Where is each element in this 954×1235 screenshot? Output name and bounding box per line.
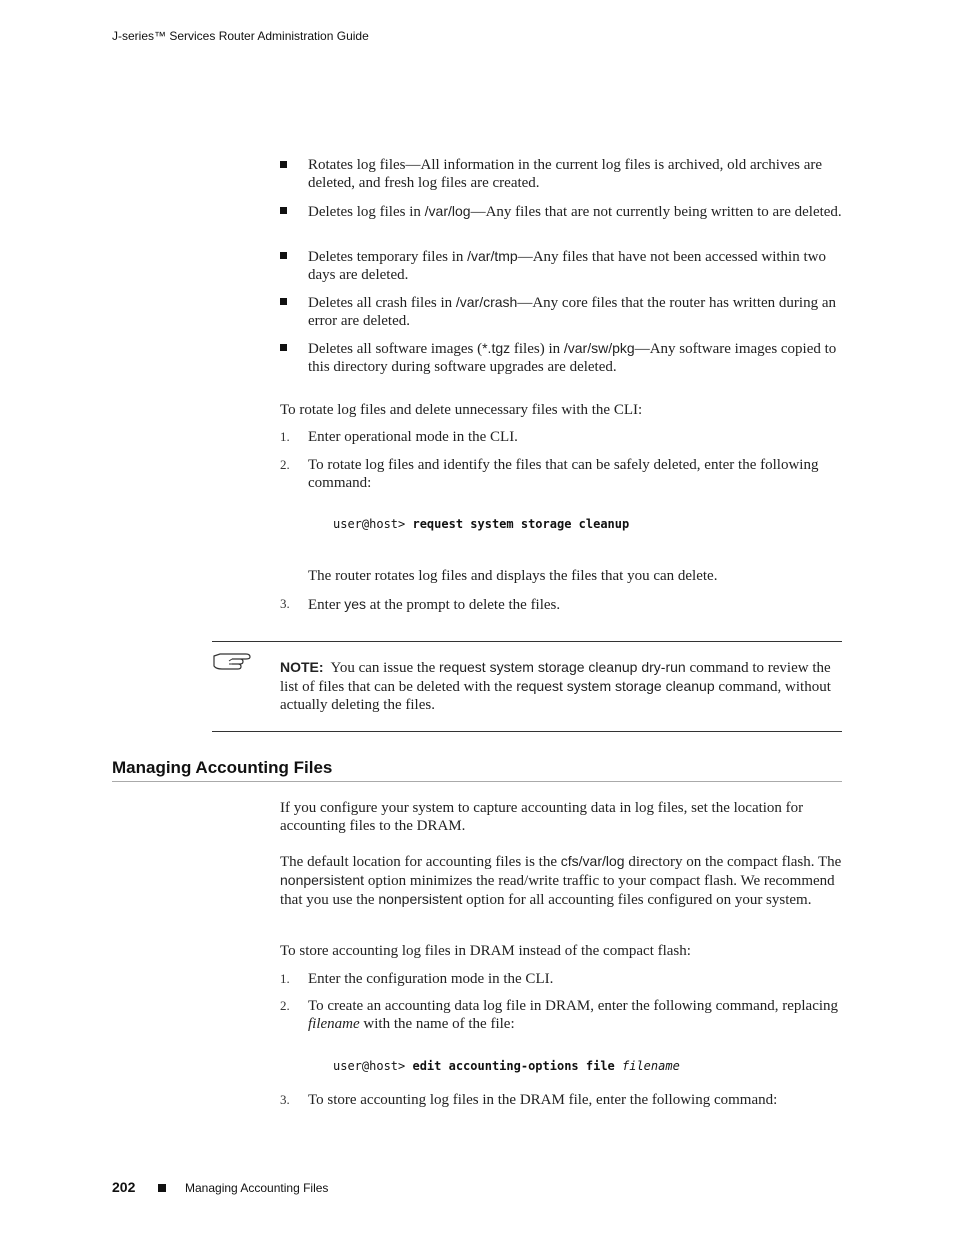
- note-bottom-rule: [212, 731, 842, 732]
- pointing-hand-icon: [212, 650, 256, 672]
- cli-command: [333, 517, 629, 531]
- bullet-square-icon: [280, 207, 287, 214]
- cli-prompt: user@host>: [333, 1059, 413, 1073]
- intro-paragraph: To store accounting log files in DRAM instead of the compact flash:: [280, 943, 691, 959]
- paragraph: If you configure your system to capture accounting data in log files, set the location for accounting files to the DRAM.: [280, 800, 804, 834]
- note-text: [280, 658, 845, 714]
- bullet-text: Deletes all software images (: [308, 341, 483, 357]
- option-term: nonpersistent: [378, 891, 463, 907]
- note-body: command to review the list of files that can be deleted with the: [280, 660, 831, 695]
- cli-term: yes: [344, 596, 367, 612]
- cli-command: [333, 1059, 680, 1073]
- step-text: To rotate log files and identify the files that can be safely deleted, enter the following command:: [308, 457, 819, 491]
- emphasis: filename: [308, 1016, 360, 1032]
- bullet-text: —Any files that have not been accessed within two days are deleted.: [308, 249, 826, 283]
- bullet-text: —Any core files that the router has written during an error are deleted.: [308, 295, 836, 329]
- paragraph: The default location for accounting files is the cfs/var/log directory on the compact flash. The nonpersistent option minimizes the read/write traffic to your compact flash. We recommend that you use the nonpersistent option for all accounting files configured on your system.: [280, 853, 842, 908]
- note-body: You can issue the: [330, 660, 439, 676]
- step-text: with the name of the file:: [359, 1016, 515, 1032]
- path-term: /var/log: [424, 203, 471, 219]
- step-text: To store accounting log files in the DRAM file, enter the following command:: [308, 1092, 778, 1108]
- bullet-text: Rotates log files—All information in the current log files is archived, old archives are deleted, and fresh log files are created.: [308, 157, 823, 191]
- option-term: nonpersistent: [280, 872, 365, 888]
- path-term: /var/sw/pkg: [563, 340, 635, 356]
- bullet-square-icon: [280, 344, 287, 351]
- cli-prompt: user@host>: [333, 517, 413, 531]
- cli-command-text: request system storage cleanup: [412, 517, 630, 531]
- cli-term: request system storage cleanup dry-run: [439, 659, 686, 675]
- note-body: command, without actually deleting the files.: [280, 679, 831, 713]
- cli-argument: filename: [622, 1059, 680, 1073]
- footer-section-title: Managing Accounting Files: [185, 1181, 329, 1195]
- note-top-rule: [212, 641, 842, 642]
- bullet-square-icon: [280, 161, 287, 168]
- intro-paragraph: To rotate log files and delete unnecessary files with the CLI:: [280, 402, 643, 418]
- bullet-text: files) in: [510, 341, 564, 357]
- paragraph: The router rotates log files and displays the files that you can delete.: [308, 568, 718, 584]
- bullet-square-icon: [280, 252, 287, 259]
- footer-square-icon: [158, 1184, 166, 1192]
- cli-term: request system storage cleanup: [516, 678, 715, 694]
- step-text: Enter operational mode in the CLI.: [308, 429, 518, 445]
- note-label: NOTE:: [280, 659, 324, 675]
- step-number: 2.: [280, 457, 290, 472]
- page-number: 202: [112, 1179, 136, 1195]
- bullet-text: —Any files that are not currently being written to are deleted.: [470, 204, 842, 220]
- step-number: 3.: [280, 596, 290, 611]
- path-term: /var/tmp: [467, 248, 518, 264]
- bullet-text: Deletes log files in: [308, 204, 425, 220]
- section-title: Managing Accounting Files: [112, 758, 333, 777]
- bullet-text: Deletes temporary files in: [308, 249, 468, 265]
- path-term: /var/crash: [455, 294, 518, 310]
- step-number: 1.: [280, 429, 290, 444]
- running-header: J-series™ Services Router Administration Guide: [112, 29, 369, 43]
- path-term: *.tgz: [482, 340, 511, 356]
- step-text: To create an accounting data log file in DRAM, enter the following command, replacing: [308, 998, 839, 1014]
- cli-command-text: edit accounting-options file: [412, 1059, 622, 1073]
- step-number: 3.: [280, 1092, 290, 1107]
- section-rule: [112, 781, 842, 782]
- step-text: at the prompt to delete the files.: [366, 597, 561, 613]
- step-number: 2.: [280, 998, 290, 1013]
- path-term: cfs/var/log: [560, 853, 625, 869]
- step-text: Enter: [308, 597, 345, 613]
- step-text: Enter the configuration mode in the CLI.: [308, 971, 554, 987]
- step-number: 1.: [280, 971, 290, 986]
- bullet-text: —Any software images copied to this directory during software upgrades are deleted.: [308, 341, 837, 375]
- bullet-square-icon: [280, 298, 287, 305]
- bullet-text: Deletes all crash files in: [308, 295, 456, 311]
